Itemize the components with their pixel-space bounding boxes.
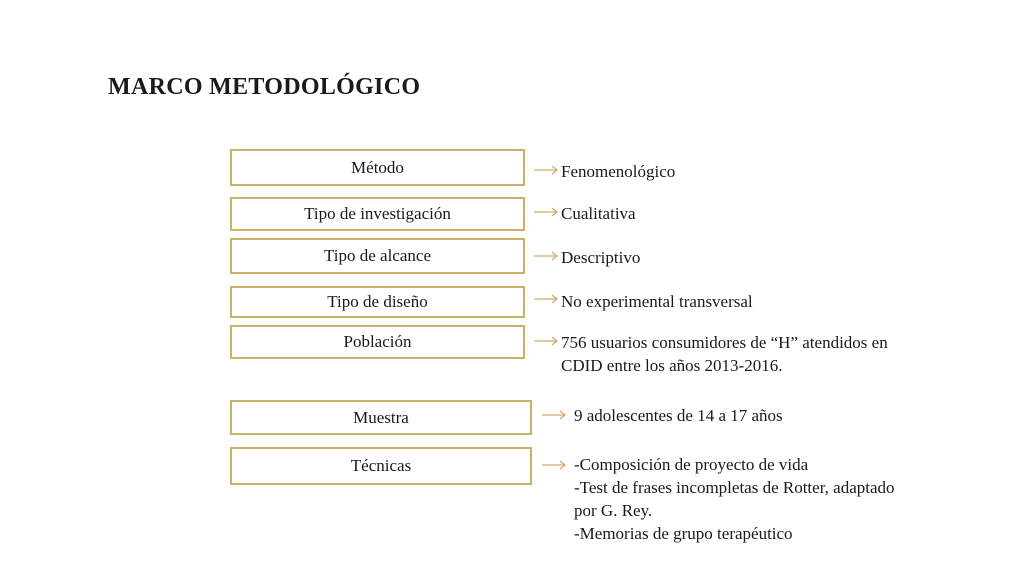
value-line: 9 adolescentes de 14 a 17 años	[574, 406, 783, 425]
label-box-tecnicas	[230, 447, 532, 485]
value-tecnicas	[574, 453, 895, 545]
label-text: Método	[351, 157, 404, 177]
value-metodo	[561, 160, 675, 183]
label-text: Población	[343, 332, 412, 351]
arrow-icon	[533, 293, 559, 305]
value-line: por G. Rey.	[574, 501, 653, 520]
label-box-poblacion	[230, 325, 525, 359]
value-line: Cualitativa	[561, 204, 636, 223]
label-text: Técnicas	[350, 456, 412, 475]
value-line: -Composición de proyecto de vida	[574, 455, 809, 474]
value-line: Fenomenológico	[561, 162, 676, 181]
arrow-icon	[533, 206, 559, 218]
value-line: -Memorias de grupo terapéutico	[574, 524, 793, 543]
label-text: Tipo de diseño	[327, 292, 428, 311]
value-poblacion	[561, 331, 888, 377]
label-text: Muestra	[353, 407, 409, 427]
page-title: MARCO METODOLÓGICO	[108, 74, 421, 100]
label-text: Tipo de alcance	[323, 246, 431, 265]
arrow-icon	[533, 335, 559, 347]
arrow-icon	[541, 459, 567, 471]
label-box-tipo-investigacion	[230, 197, 525, 231]
value-tipo-investigacion	[561, 202, 636, 225]
label-box-metodo	[230, 149, 525, 186]
label-box-tipo-alcance	[230, 238, 525, 274]
value-line: No experimental transversal	[561, 292, 753, 311]
arrow-icon	[541, 409, 567, 421]
value-tipo-alcance	[561, 246, 640, 269]
arrow-icon	[533, 164, 559, 176]
value-muestra	[574, 404, 783, 427]
value-line: -Test de frases incompletas de Rotter, adaptado	[574, 478, 895, 497]
value-tipo-diseno	[561, 290, 753, 313]
value-line: CDID entre los años 2013-2016.	[561, 356, 783, 375]
label-box-tipo-diseno	[230, 286, 525, 318]
label-text: Tipo de investigación	[304, 204, 451, 223]
value-line: 756 usuarios consumidores de “H” atendidos en	[561, 333, 888, 352]
label-box-muestra	[230, 400, 532, 435]
value-line: Descriptivo	[561, 248, 641, 267]
arrow-icon	[533, 250, 559, 262]
